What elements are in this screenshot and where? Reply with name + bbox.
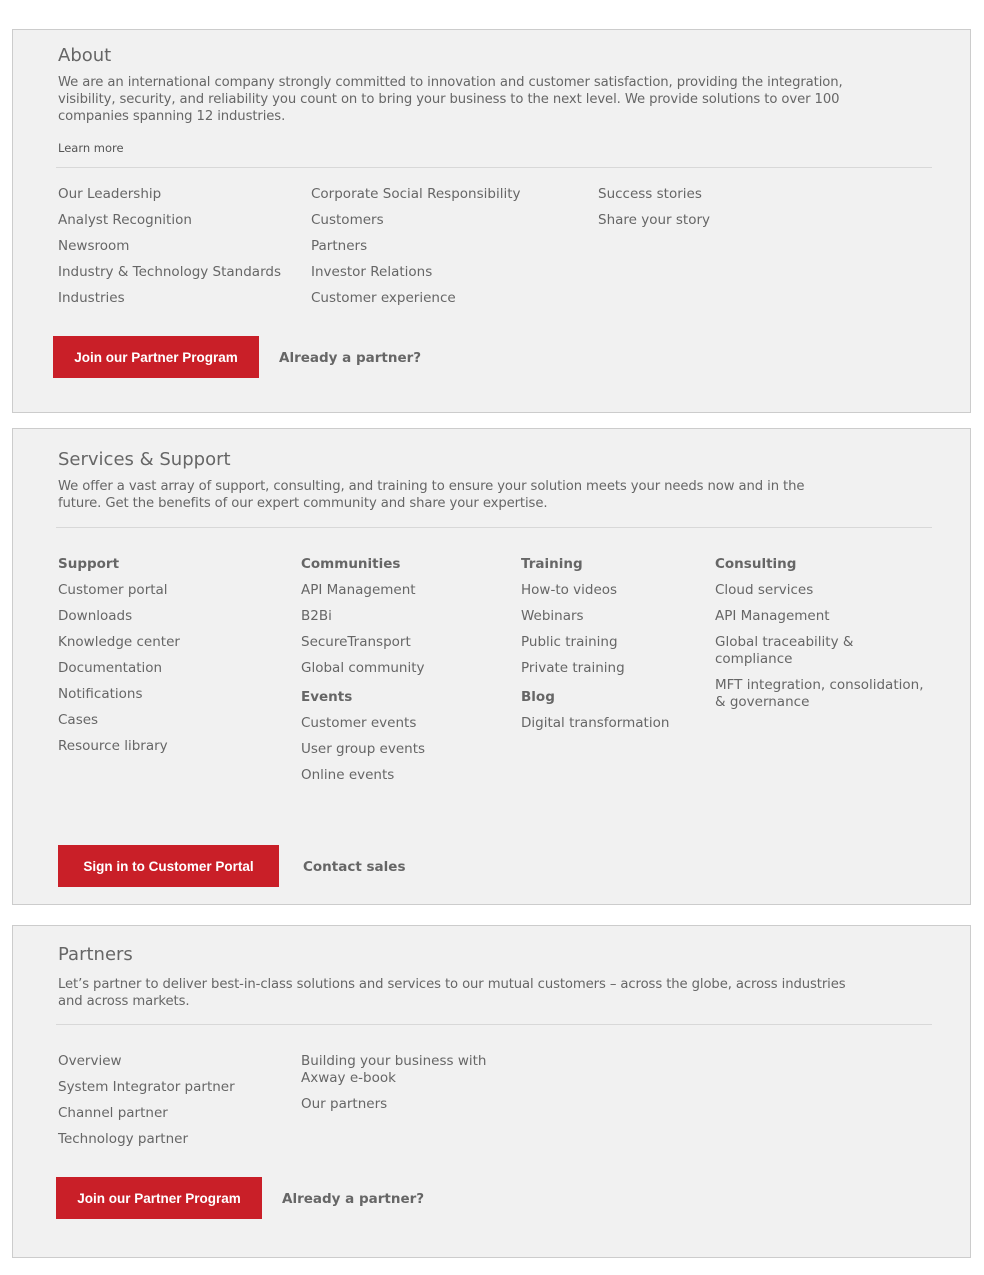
link-customer-events[interactable]: Customer events — [301, 715, 417, 731]
support-column — [58, 556, 180, 764]
join-partner-program-button[interactable]: Join our Partner Program — [53, 336, 259, 378]
learn-more-link[interactable]: Learn more — [58, 141, 124, 155]
link-cloud-services[interactable]: Cloud services — [715, 582, 814, 598]
blog-heading: Blog — [521, 689, 555, 705]
link-cases[interactable]: Cases — [58, 712, 99, 728]
link-securetransport[interactable]: SecureTransport — [301, 634, 411, 650]
link-user-group-events[interactable]: User group events — [301, 741, 426, 757]
link-api-management-consulting[interactable]: API Management — [715, 608, 830, 624]
events-heading: Events — [301, 689, 353, 705]
consulting-column — [715, 556, 925, 720]
services-panel — [12, 428, 971, 905]
partners-column-1 — [58, 1053, 235, 1157]
communities-heading: Communities — [301, 556, 401, 572]
divider — [56, 167, 932, 168]
support-heading: Support — [58, 556, 120, 572]
training-heading: Training — [521, 556, 583, 572]
link-online-events[interactable]: Online events — [301, 767, 395, 783]
link-csr[interactable]: Corporate Social Responsibility — [311, 186, 521, 202]
link-customer-portal[interactable]: Customer portal — [58, 582, 168, 598]
link-ebook[interactable]: Building your business with Axway e-book — [301, 1053, 487, 1086]
link-customers[interactable]: Customers — [311, 212, 384, 228]
about-title: About — [58, 45, 112, 66]
link-our-partners[interactable]: Our partners — [301, 1096, 388, 1112]
link-system-integrator-partner[interactable]: System Integrator partner — [58, 1079, 235, 1095]
link-downloads[interactable]: Downloads — [58, 608, 133, 624]
about-column-3 — [598, 186, 710, 238]
link-resource-library[interactable]: Resource library — [58, 738, 168, 754]
link-webinars[interactable]: Webinars — [521, 608, 584, 624]
link-global-community[interactable]: Global community — [301, 660, 425, 676]
partners-title: Partners — [58, 944, 133, 965]
link-private-training[interactable]: Private training — [521, 660, 625, 676]
partners-panel — [12, 925, 971, 1258]
partners-column-2 — [301, 1053, 491, 1122]
link-newsroom[interactable]: Newsroom — [58, 238, 130, 254]
link-success-stories[interactable]: Success stories — [598, 186, 702, 202]
link-technology-partner[interactable]: Technology partner — [58, 1131, 189, 1147]
link-public-training[interactable]: Public training — [521, 634, 618, 650]
training-column — [521, 556, 669, 741]
contact-sales-link[interactable]: Contact sales — [303, 859, 406, 875]
link-our-leadership[interactable]: Our Leadership — [58, 186, 162, 202]
link-customer-experience[interactable]: Customer experience — [311, 290, 456, 306]
link-documentation[interactable]: Documentation — [58, 660, 163, 676]
already-partner-link[interactable]: Already a partner? — [282, 1191, 425, 1207]
link-industries[interactable]: Industries — [58, 290, 125, 306]
about-column-1 — [58, 186, 281, 316]
divider — [56, 527, 932, 528]
link-partners[interactable]: Partners — [311, 238, 368, 254]
link-knowledge-center[interactable]: Knowledge center — [58, 634, 180, 650]
consulting-heading: Consulting — [715, 556, 797, 572]
partners-description: Let’s partner to deliver best-in-class solutions and services to our mutual customers – across the globe, across industries and across markets. — [58, 977, 846, 1009]
link-b2bi[interactable]: B2Bi — [301, 608, 332, 624]
link-digital-transformation[interactable]: Digital transformation — [521, 715, 670, 731]
link-notifications[interactable]: Notifications — [58, 686, 143, 702]
sign-in-customer-portal-button[interactable]: Sign in to Customer Portal — [58, 845, 279, 887]
link-mft-integration[interactable]: MFT integration, consolidation, & governance — [715, 677, 924, 710]
divider — [56, 1024, 932, 1025]
link-investor-relations[interactable]: Investor Relations — [311, 264, 433, 280]
link-api-management[interactable]: API Management — [301, 582, 416, 598]
link-analyst-recognition[interactable]: Analyst Recognition — [58, 212, 192, 228]
link-channel-partner[interactable]: Channel partner — [58, 1105, 168, 1121]
about-description: We are an international company strongly committed to innovation and customer satisfaction, providing the integration, visibility, security, and reliability you count on to bring your business to the next level. We provide solutions to over 100 companies spanning 12 industries. — [58, 75, 843, 124]
link-how-to-videos[interactable]: How-to videos — [521, 582, 618, 598]
already-partner-link[interactable]: Already a partner? — [279, 350, 422, 366]
link-global-traceability[interactable]: Global traceability & compliance — [715, 634, 854, 667]
services-description: We offer a vast array of support, consulting, and training to ensure your solution meets your needs now and in the future. Get the benefits of our expert community and share your expertise. — [58, 479, 805, 511]
link-standards[interactable]: Industry & Technology Standards — [58, 264, 282, 280]
link-share-your-story[interactable]: Share your story — [598, 212, 711, 228]
join-partner-program-button[interactable]: Join our Partner Program — [56, 1177, 262, 1219]
about-column-2 — [311, 186, 520, 316]
services-title: Services & Support — [58, 449, 231, 470]
link-overview[interactable]: Overview — [58, 1053, 122, 1069]
communities-column — [301, 556, 425, 793]
about-panel — [12, 29, 971, 413]
